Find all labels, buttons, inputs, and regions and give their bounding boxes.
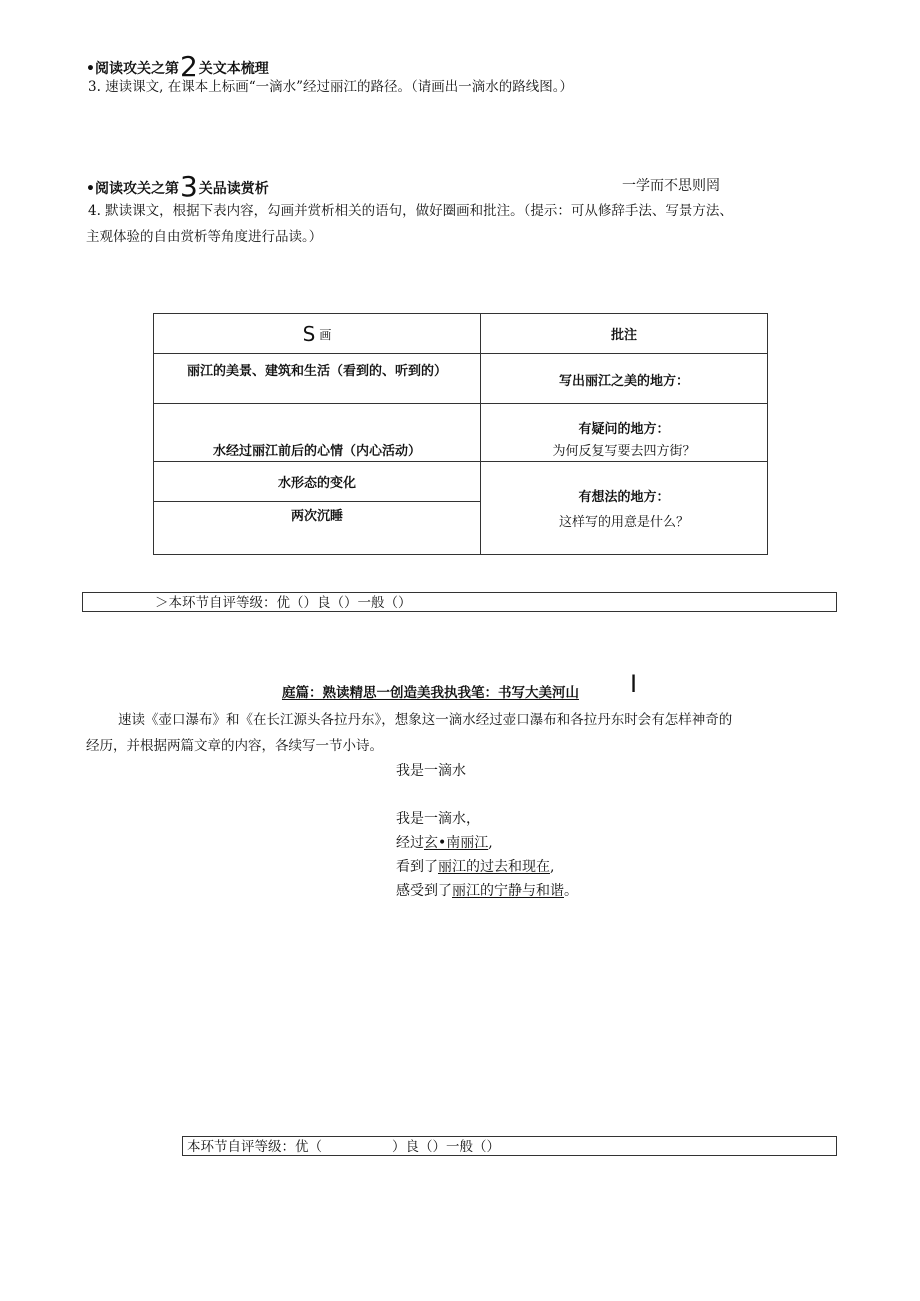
poem-title: 我是一滴水: [396, 763, 466, 779]
self-eval-2-part1: 本环节自评等级：优（: [187, 1139, 322, 1155]
poem-line-2: [396, 832, 493, 852]
question-3: 3. 速读课文, 在课本上标画“一滴水”经过丽江的路径。（请画出一滴水的路线图。）: [88, 79, 574, 95]
section2-number: 2: [179, 50, 198, 83]
writing-intro-line2: 经历，并根据两篇文章的内容，各续写一节小诗。: [86, 738, 383, 754]
poem-line-2-pre: 经过: [396, 835, 424, 851]
poem-line-4: [396, 880, 578, 900]
row4-left: 两次沉睡: [154, 502, 481, 555]
self-eval-2-part2: ）良（）一般（）: [392, 1139, 500, 1155]
analysis-table: [153, 313, 768, 555]
poem-line-1: 我是一滴水，: [396, 811, 480, 827]
row2-left: 水经过丽江前后的心情（内心活动）: [154, 404, 481, 462]
row34-right: [481, 462, 768, 555]
self-eval-box-2: [182, 1136, 837, 1156]
row1-left: 丽江的美景、建筑和生活（看到的、听到的）: [154, 354, 481, 404]
row1-right: 写出丽江之美的地方：: [481, 354, 768, 404]
poem-line-4-post: 。: [564, 883, 578, 899]
row3-left: 水形态的变化: [154, 462, 481, 502]
row2-right: [481, 404, 768, 462]
section2-prefix: •阅读攻关之第: [86, 61, 179, 77]
row34-right-note: 这样写的用意是什么？: [558, 515, 689, 530]
poem-line-3-underlined: 丽江的过去和现在: [438, 859, 550, 875]
section3-suffix: 关品读赏析: [198, 181, 269, 197]
header-left-small: 画: [319, 327, 332, 342]
self-eval-1-text: ＞本环节自评等级：优（）良（）一般（）: [155, 595, 412, 611]
writing-intro-line1: 速读《壶口瀑布》和《在长江源头各拉丹东》，想象这一滴水经过壶口瀑布和各拉丹东时会有怎样神奇的: [118, 712, 733, 728]
poem-line-3: [396, 856, 554, 876]
table-header-left: [154, 314, 481, 354]
section2-suffix: 关文本梳理: [198, 61, 269, 77]
writing-title-mark: I: [630, 670, 638, 698]
row2-right-note: 为何反复写要去四方街？: [552, 444, 696, 459]
table-header-right: 批注: [481, 314, 768, 354]
question-4-line2: 主观体验的自由赏析等角度进行品读。）: [86, 229, 323, 245]
section3-number: 3: [179, 170, 198, 203]
poem-line-2-underlined: 玄•南丽江: [424, 835, 489, 851]
poem-line-3-post: ,: [550, 859, 555, 875]
self-eval-box-1: [82, 592, 837, 612]
row34-right-title: 有想法的地方：: [578, 490, 670, 505]
poem-line-4-underlined: 丽江的宁静与和谐: [452, 883, 564, 899]
row2-right-title: 有疑问的地方：: [578, 422, 670, 437]
poem-line-4-pre: 感受到了: [396, 883, 452, 899]
poem-line-3-pre: 看到了: [396, 859, 438, 875]
header-left-big: S: [302, 321, 316, 346]
poem-line-2-post: ,: [488, 835, 493, 851]
section3-motto: 一学而不思则罔: [622, 178, 720, 194]
section3-prefix: •阅读攻关之第: [86, 181, 179, 197]
question-4-line1: 4. 默读课文，根据下表内容，勾画并赏析相关的语句，做好圈画和批注。（提示：可从修辞手法、写景方法、: [88, 203, 733, 219]
writing-title: 庭篇：熟读精思一创造美我执我笔：书写大美河山: [282, 685, 579, 701]
